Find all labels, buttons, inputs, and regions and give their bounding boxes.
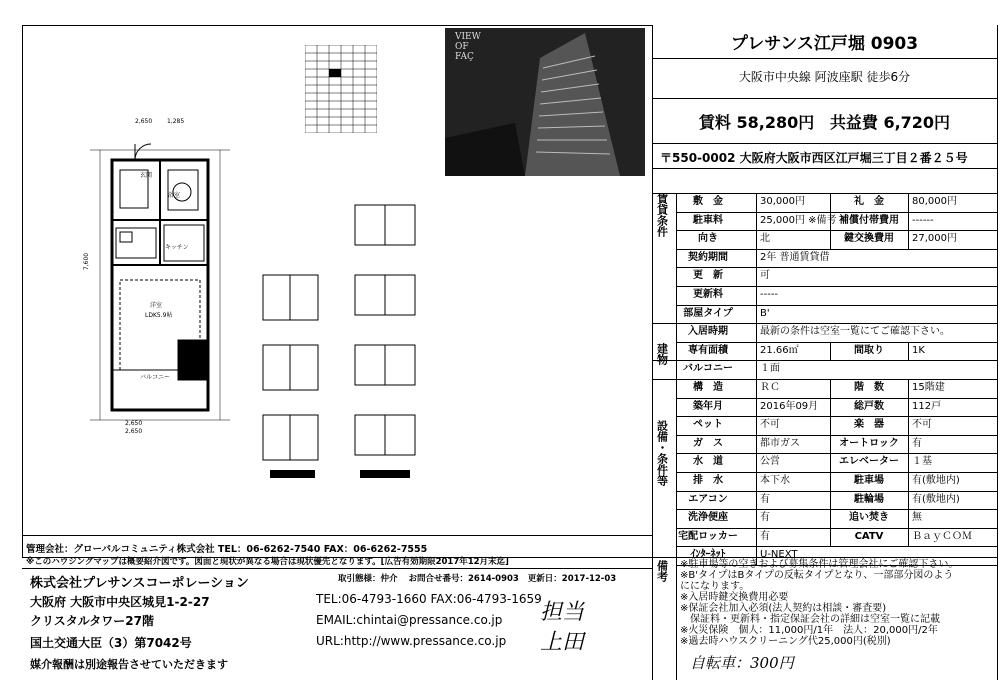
section-label-remarks-text: 備考: [655, 560, 669, 582]
detail-label: ｲﾝﾀｰﾈｯﾄ: [690, 549, 726, 561]
detail-label-2: 総戸数: [854, 400, 884, 412]
remark-line: ※火災保険 個人：11,000円/1年 法人：20,000円/2年: [680, 625, 938, 636]
detail-label: 契約期間: [688, 251, 728, 263]
detail-label: 洗浄便座: [688, 512, 728, 524]
management-company: 管理会社：グローバルコミュニティ株式会社 TEL：06-6262-7540 FAX：06-6262-7555: [26, 544, 428, 555]
remark-line: ※入居時鍵交換費用必要: [680, 592, 789, 603]
detail-value-2: １基: [912, 456, 932, 468]
table-row-line: [676, 453, 997, 454]
section-label-contract-text: 賃貸条件: [655, 193, 669, 237]
detail-label: 駐車料: [693, 214, 723, 226]
detail-value-2: 27,000円: [912, 233, 957, 245]
table-col-line: [908, 416, 909, 435]
table-col-line: [908, 398, 909, 417]
detail-value: 30,000円: [760, 196, 805, 207]
detail-label: 敷 金: [693, 196, 723, 207]
table-row-line: [676, 435, 997, 436]
section-label-facilities-text: 設備・条件等: [655, 420, 669, 486]
detail-value: １面: [760, 363, 780, 375]
detail-value: 有: [760, 530, 770, 542]
table-col-line: [908, 435, 909, 454]
table-row-line: [676, 416, 997, 417]
table-col-line: [830, 472, 831, 491]
detail-label: バルコニー: [683, 363, 733, 375]
agency-license: 国土交通大臣（3）第7042号: [30, 636, 192, 650]
table-row-line: [676, 342, 997, 343]
inquiry-number: お問合せ番号：2614-0903: [408, 574, 519, 584]
label-col-line: [756, 193, 757, 565]
table-col-line: [830, 342, 831, 361]
detail-label-2: 駐輪場: [854, 493, 884, 505]
detail-value-2: 有(敷地内): [912, 493, 960, 505]
photo-caption: [455, 32, 481, 62]
detail-label: 水 道: [693, 456, 723, 468]
detail-label-2: オートロック: [839, 437, 899, 449]
table-row-line: [676, 509, 997, 510]
detail-value: 2016年09月: [760, 400, 819, 412]
table-col-line: [830, 230, 831, 249]
table-col-line: [908, 342, 909, 361]
detail-label: 向き: [698, 233, 718, 245]
rent-label: 賃料: [698, 113, 731, 132]
main-floorplan-drawing: [90, 120, 250, 450]
table-col-line: [830, 509, 831, 528]
detail-value: 本下水: [760, 475, 790, 486]
detail-value-2: ＢａｙＣＯＭ: [912, 530, 972, 542]
floorplan-bottom-line: [22, 535, 652, 536]
remark-line: ※過去時ハウスクリーニング代25,000円(税別): [680, 636, 891, 647]
fee-label: 共益費: [829, 113, 878, 132]
section-divider: [652, 379, 676, 380]
map-disclaimer: ※このハウジングマップは概要紹介図です。図面と現状が異なる場合は現状優先となります。[広告有効期限2017年12月末迄]: [26, 557, 509, 567]
dim-bottom-1: 2,650: [125, 420, 143, 427]
detail-label-2: 追い焚き: [849, 512, 889, 524]
section-label-building-text: 建物: [655, 343, 669, 365]
table-row-line: [676, 230, 997, 231]
photo-caption-2: OF: [455, 42, 469, 52]
rent-value: 58,280円: [736, 113, 815, 132]
table-row-line: [676, 546, 997, 547]
partial-plans-left: [255, 265, 335, 485]
table-row-line: [676, 286, 997, 287]
table-col-line: [908, 193, 909, 212]
rent-line: [652, 110, 997, 133]
detail-label: ガ ス: [693, 437, 723, 449]
detail-label-2: 階 数: [854, 382, 884, 393]
detail-value-2: 無: [912, 512, 922, 524]
table-row-line: [676, 360, 997, 361]
floor-key-map: [305, 45, 377, 133]
dim-bottom-2: 2,650: [125, 428, 143, 435]
detail-label-2: 楽 器: [854, 419, 884, 431]
detail-value: -----: [760, 289, 779, 300]
section-divider: [652, 323, 676, 324]
detail-value: 北: [760, 233, 770, 245]
detail-label-2: 鍵交換費用: [844, 233, 894, 245]
detail-value: U-NEXT: [760, 549, 798, 561]
staff-handwriting: [540, 598, 584, 658]
fee-value: 6,720円: [883, 113, 951, 132]
detail-value: 有: [760, 493, 770, 505]
agency-url: URL:http://www.pressance.co.jp: [316, 634, 507, 648]
table-col-line: [830, 416, 831, 435]
remark-line: ※保証会社加入必須(法人契約は相談・審査要): [680, 603, 887, 614]
detail-value: 25,000円 ※備考: [760, 214, 837, 226]
detail-value: 可: [760, 270, 770, 282]
agency-fee-note: 媒介報酬は別途報告させていただきます: [30, 658, 228, 671]
rule: [652, 58, 997, 59]
table-col-line: [908, 509, 909, 528]
bath-label: 浴室: [168, 192, 181, 199]
section-label-building: [655, 343, 669, 368]
rule: [652, 143, 997, 144]
detail-value: 公営: [760, 456, 780, 468]
detail-value: B': [760, 307, 770, 319]
left-frame: [22, 25, 23, 558]
property-name: プレサンス江戸堀 0903: [730, 34, 919, 54]
room-label: 洋室: [150, 302, 163, 309]
table-row-line: [676, 305, 997, 306]
table-row-line: [676, 528, 997, 529]
detail-value: ＲＣ: [760, 382, 780, 393]
table-col-line: [830, 193, 831, 212]
agency-address2: クリスタルタワー27階: [30, 614, 154, 628]
rule: [676, 557, 677, 680]
detail-value-2: 1K: [912, 344, 925, 356]
detail-value: 2年 普通賃貸借: [760, 251, 830, 263]
detail-label: 入居時期: [688, 326, 728, 338]
remark-line: ※B'タイプはBタイプの反転タイプとなり、一部部分図のよう: [680, 570, 954, 581]
rule: [652, 98, 997, 99]
table-col-line: [908, 230, 909, 249]
detail-label-2: CATV: [854, 530, 884, 542]
detail-label: 更新料: [693, 289, 723, 300]
table-col-line: [830, 491, 831, 510]
staff-note-2: 上田: [540, 630, 585, 655]
detail-label-2: 礼 金: [854, 196, 884, 207]
table-col-line: [908, 528, 909, 547]
table-col-line: [830, 379, 831, 398]
transaction-type: 取引態様：仲介: [338, 574, 398, 584]
top-frame: [22, 25, 652, 26]
table-col-line: [908, 472, 909, 491]
panel-right-line: [997, 25, 998, 680]
table-col-line: [908, 453, 909, 472]
detail-label-2: 駐車場: [854, 475, 884, 486]
dim-top-1: 2,650: [135, 118, 153, 125]
detail-label: 宅配ロッカー: [678, 530, 738, 542]
dim-top-2: 1,285: [167, 118, 185, 125]
agency-email: EMAIL:chintai@pressance.co.jp: [316, 613, 503, 627]
section-label-remarks: [655, 560, 669, 585]
detail-label: ペット: [693, 419, 723, 431]
detail-value-2: 80,000円: [912, 196, 957, 207]
section-label-contract: [655, 193, 669, 240]
entrance-label: 玄関: [140, 172, 153, 179]
agency-tel-fax: TEL:06-4793-1660 FAX:06-4793-1659: [316, 592, 542, 606]
table-row-line: [676, 472, 997, 473]
detail-value-2: 有(敷地内): [912, 475, 960, 486]
staff-note-1: 担当: [540, 600, 585, 625]
rule: [652, 168, 997, 169]
table-row-line: [676, 323, 997, 324]
section-col-line: [676, 193, 677, 565]
detail-value-2: 112戸: [912, 400, 942, 412]
table-row-line: [676, 491, 997, 492]
agency-name: 株式会社プレサンスコーポレーション: [30, 576, 249, 591]
section-label-facilities: [655, 420, 669, 489]
table-col-line: [908, 379, 909, 398]
transaction-info: [338, 572, 616, 584]
detail-label: 排 水: [693, 475, 723, 486]
table-col-line: [830, 212, 831, 231]
remarks-list: [680, 559, 958, 647]
balcony-label: バルコニー: [140, 374, 171, 381]
updated-date: 更新日：2017-12-03: [527, 574, 617, 584]
remark-line: ※駐車場等の空きおよび募集条件は管理会社にご確認下さい。: [680, 559, 959, 570]
table-col-line: [830, 453, 831, 472]
detail-value-2: 不可: [912, 419, 932, 431]
remark-line: にになります。: [680, 581, 750, 592]
detail-label-2: 間取り: [854, 344, 884, 356]
detail-label: エアコン: [688, 493, 728, 505]
table-col-line: [830, 528, 831, 547]
table-col-line: [908, 212, 909, 231]
handwritten-bicycle-note: 自転車：300円: [690, 654, 794, 672]
remark-line: 保証料・更新料・指定保証会社の詳細は空室一覧に記載: [680, 614, 940, 625]
photo-caption-3: FAÇ: [455, 52, 474, 62]
table-row-line: [676, 267, 997, 268]
detail-label: 専有面積: [688, 344, 728, 356]
detail-label-2: 補償付帯費用: [839, 214, 899, 226]
detail-label: 更 新: [693, 270, 723, 282]
room-size-label: LDK5.9帖: [145, 312, 173, 319]
table-top-line: [652, 193, 997, 194]
detail-value-2: 15階建: [912, 382, 945, 393]
detail-label: 部屋タイプ: [683, 307, 733, 319]
table-row-line: [676, 249, 997, 250]
table-col-line: [830, 398, 831, 417]
detail-value-2: 有: [912, 437, 922, 449]
rule: [22, 568, 652, 569]
agency-address1: 大阪府 大阪市中央区城見1-2-27: [30, 595, 210, 609]
table-row-line: [676, 398, 997, 399]
table-col-line: [830, 435, 831, 454]
address: 〒550-0002 大阪府大阪市西区江戸堀三丁目２番２５号: [660, 151, 968, 165]
detail-label-2: エレベーター: [839, 456, 899, 468]
detail-label: 築年月: [693, 400, 723, 412]
table-row-line: [676, 379, 997, 380]
detail-value: 不可: [760, 419, 780, 431]
detail-label: 構 造: [693, 382, 723, 393]
detail-value: 有: [760, 512, 770, 524]
detail-value: 21.66㎡: [760, 344, 799, 356]
access-info: 大阪市中央線 阿波座駅 徒歩6分: [738, 70, 911, 84]
detail-value: 都市ガス: [760, 437, 800, 449]
photo-caption-1: VIEW: [455, 32, 481, 42]
table-row-line: [676, 212, 997, 213]
table-col-line: [908, 491, 909, 510]
dim-left: 7,600: [83, 252, 91, 271]
partial-plans-right: [340, 195, 430, 485]
rule: [652, 557, 997, 558]
detail-value-2: ------: [912, 214, 934, 226]
detail-value: 最新の条件は空室一覧にてご確認下さい。: [760, 326, 950, 338]
kitchen-label: キッチン: [165, 244, 189, 251]
